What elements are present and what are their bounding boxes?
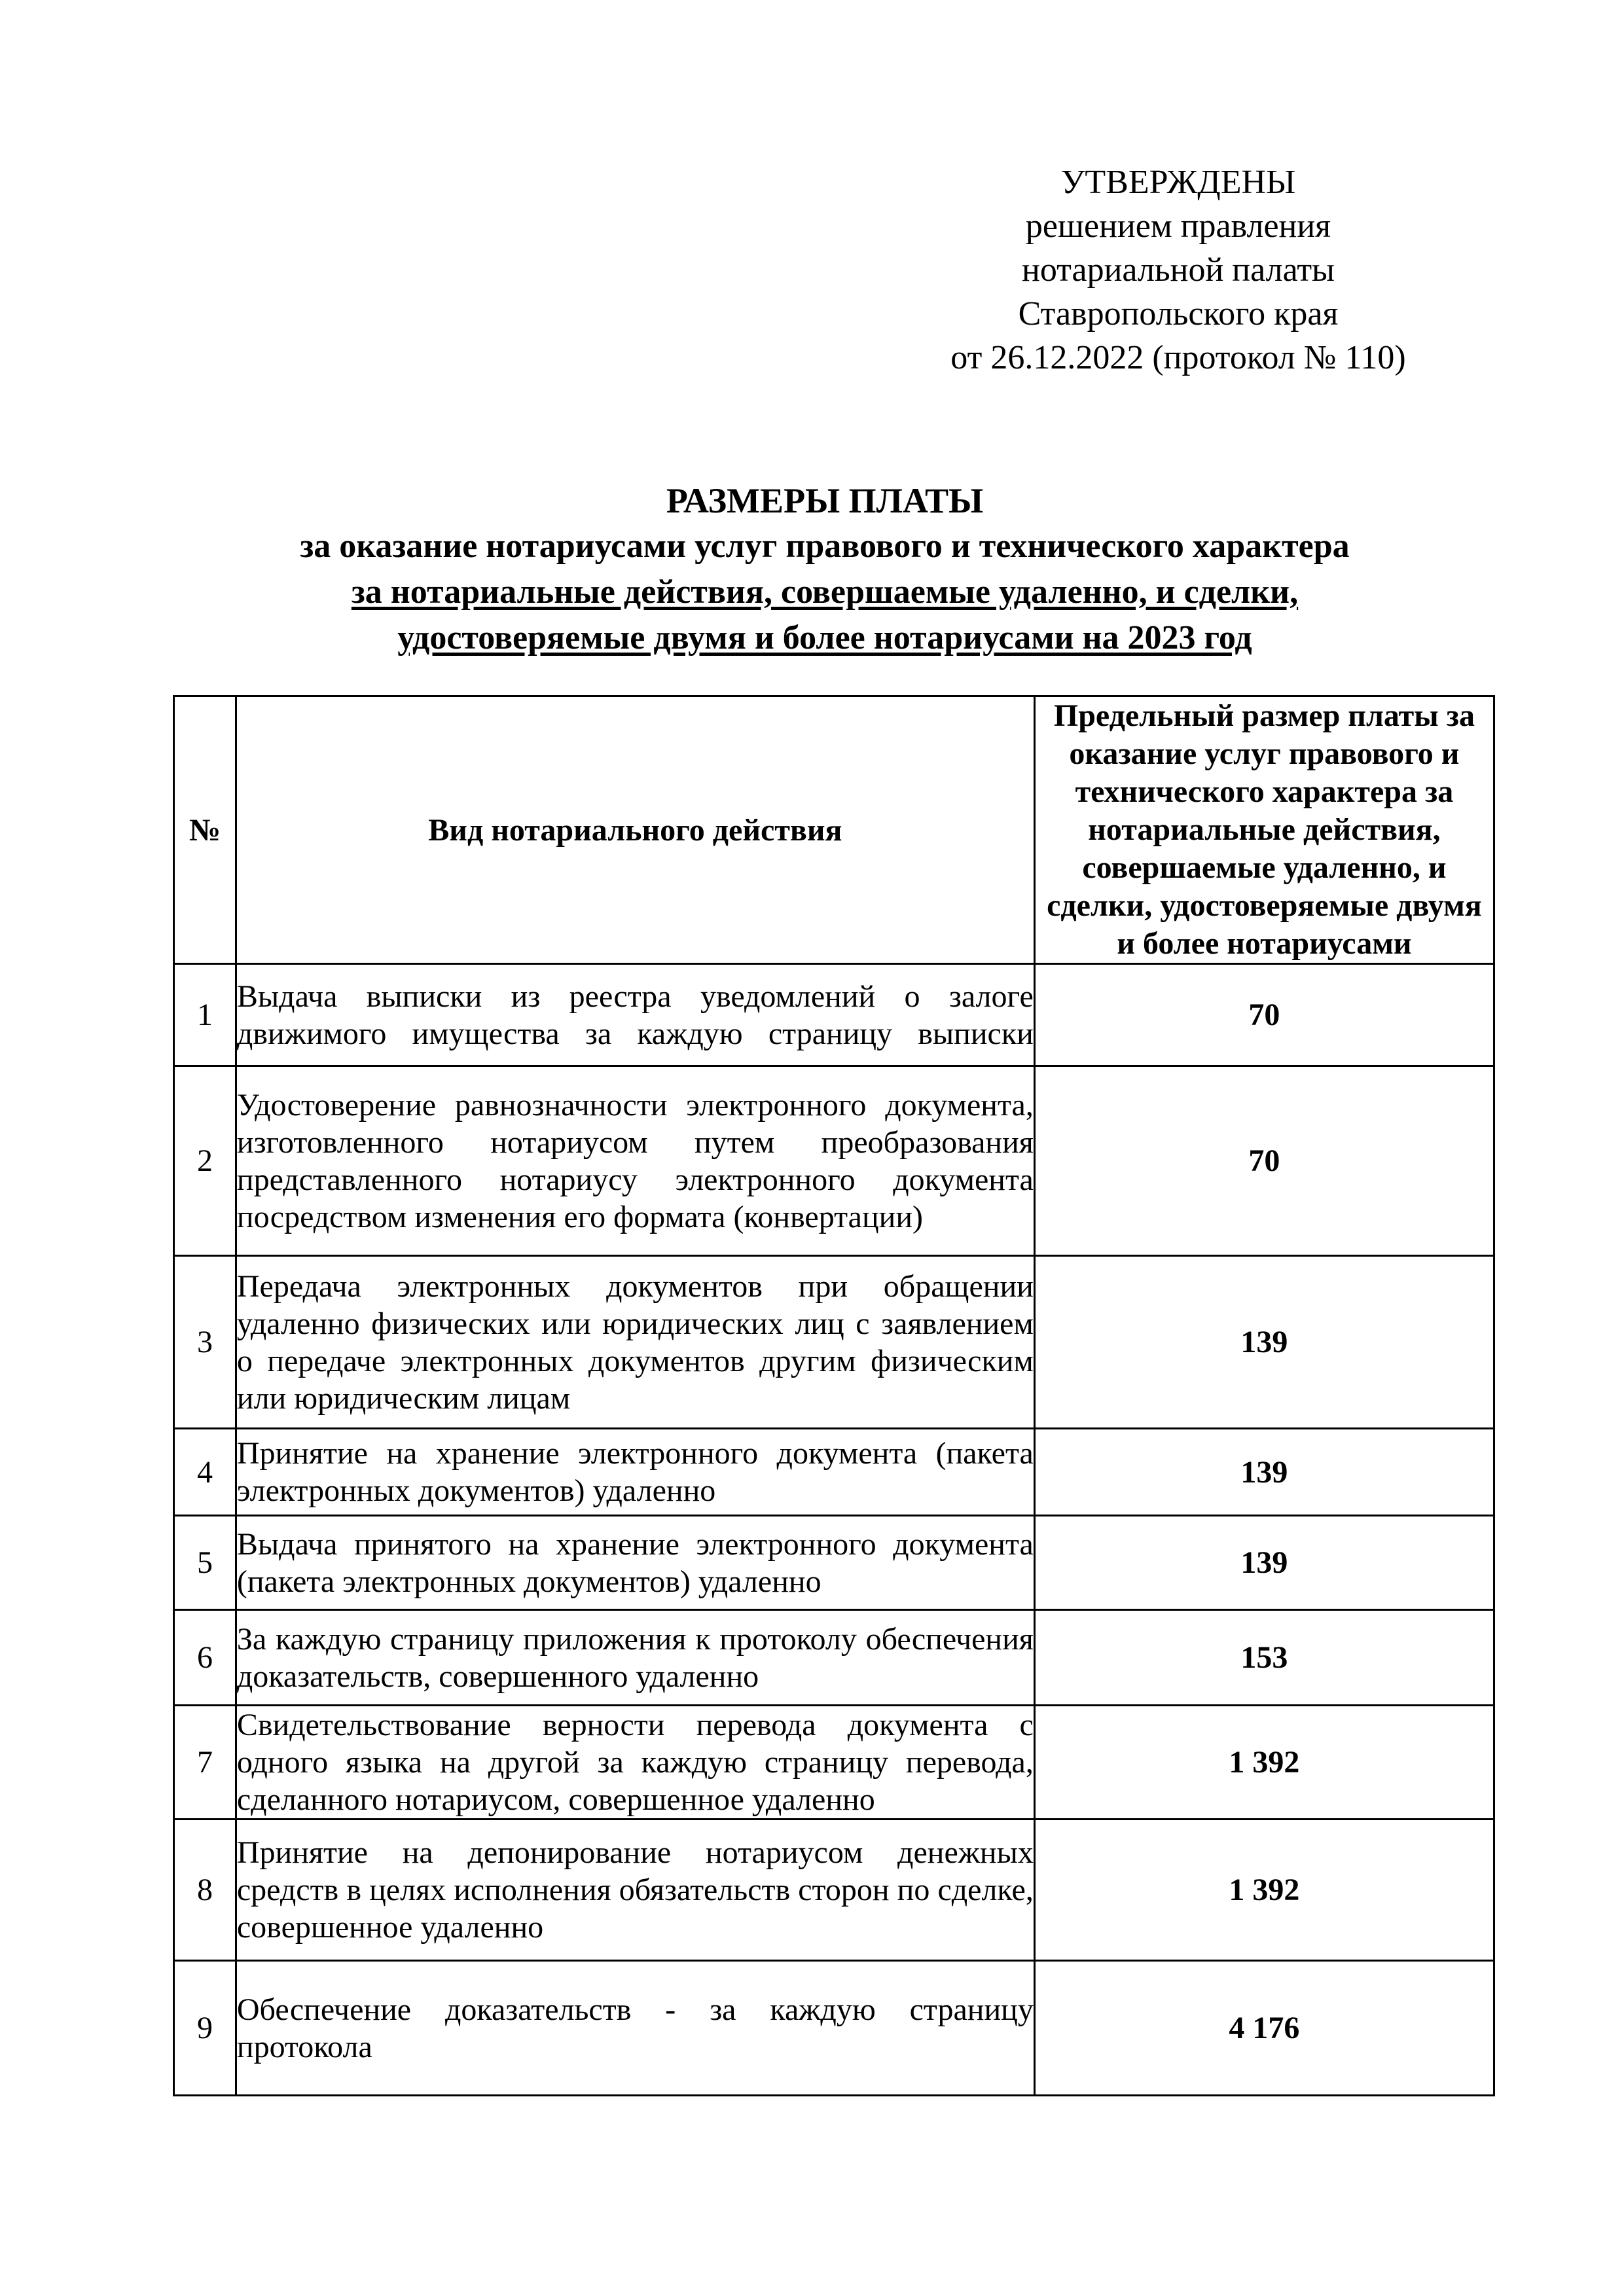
title-subtitle-1: за оказание нотариусами услуг правового и технического характера	[300, 528, 1350, 565]
table-row	[174, 1961, 1494, 2096]
header-fee-limit: Предельный размер платы за оказание услуг правового и технического характера за нотариальные действия, совершаемые удаленно, и сделки, удостоверяемые двумя и более нотариусами	[1034, 696, 1494, 964]
row-action: Свидетельствование верности перевода документа с одного языка на другой за каждую страницу перевода, сделанного нотариусом, совершенное удаленно	[236, 1706, 1034, 1820]
row-number: 3	[174, 1256, 236, 1429]
row-action: Обеспечение доказательств - за каждую страницу протокола	[236, 1961, 1034, 2096]
row-action: За каждую страницу приложения к протоколу обеспечения доказательств, совершенного удаленно	[236, 1610, 1034, 1706]
row-fee: 139	[1034, 1429, 1494, 1516]
row-number: 5	[174, 1516, 236, 1610]
approval-line-chamber: нотариальной палаты	[1022, 251, 1335, 289]
row-fee: 4 176	[1034, 1961, 1494, 2096]
row-number: 8	[174, 1820, 236, 1961]
row-fee: 139	[1034, 1256, 1494, 1429]
table-row	[174, 1820, 1494, 1961]
row-fee: 139	[1034, 1516, 1494, 1610]
table-row	[174, 1066, 1494, 1256]
row-number: 1	[174, 964, 236, 1066]
row-fee: 70	[1034, 1066, 1494, 1256]
title-subtitle-3: удостоверяемые двумя и более нотариусами на 2023 год	[397, 619, 1252, 656]
row-action: Принятие на депонирование нотариусом денежных средств в целях исполнения обязательств сторон по сделке, совершенное удаленно	[236, 1820, 1034, 1961]
table-row	[174, 1516, 1494, 1610]
header-number: №	[174, 696, 236, 964]
row-action: Передача электронных документов при обращении удаленно физических или юридических лиц с заявлением о передаче электронных документов другим физическим или юридическим лицам	[236, 1256, 1034, 1429]
table-header-row	[174, 696, 1494, 964]
document-title	[170, 478, 1479, 661]
row-fee: 1 392	[1034, 1706, 1494, 1820]
row-number: 4	[174, 1429, 236, 1516]
fees-table	[173, 695, 1495, 2096]
row-action: Выдача выписки из реестра уведомлений о залоге движимого имущества за каждую страницу выписки	[236, 964, 1034, 1066]
title-main: РАЗМЕРЫ ПЛАТЫ	[666, 481, 984, 520]
table-row	[174, 1610, 1494, 1706]
approval-line-approved: УТВЕРЖДЕНЫ	[1060, 164, 1296, 201]
approval-line-region: Ставропольского края	[1018, 295, 1339, 332]
approval-line-decision: решением правления	[1025, 207, 1331, 245]
row-action: Выдача принятого на хранение электронного документа (пакета электронных документов) удаленно	[236, 1516, 1034, 1610]
table-row	[174, 1706, 1494, 1820]
row-number: 2	[174, 1066, 236, 1256]
row-action: Удостоверение равнозначности электронного документа, изготовленного нотариусом путем преобразования представленного нотариусу электронного документа посредством изменения его формата (конвертации)	[236, 1066, 1034, 1256]
row-number: 9	[174, 1961, 236, 2096]
row-action: Принятие на хранение электронного документа (пакета электронных документов) удаленно	[236, 1429, 1034, 1516]
table-row	[174, 1256, 1494, 1429]
header-action-type: Вид нотариального действия	[236, 696, 1034, 964]
row-number: 6	[174, 1610, 236, 1706]
row-number: 7	[174, 1706, 236, 1820]
approval-stamp	[851, 160, 1506, 380]
row-fee: 153	[1034, 1610, 1494, 1706]
row-fee: 1 392	[1034, 1820, 1494, 1961]
title-subtitle-2: за нотариальные действия, совершаемые удаленно, и сделки,	[351, 573, 1299, 611]
row-fee: 70	[1034, 964, 1494, 1066]
approval-line-date: от 26.12.2022 (протокол № 110)	[950, 339, 1406, 376]
table-row	[174, 964, 1494, 1066]
table-row	[174, 1429, 1494, 1516]
